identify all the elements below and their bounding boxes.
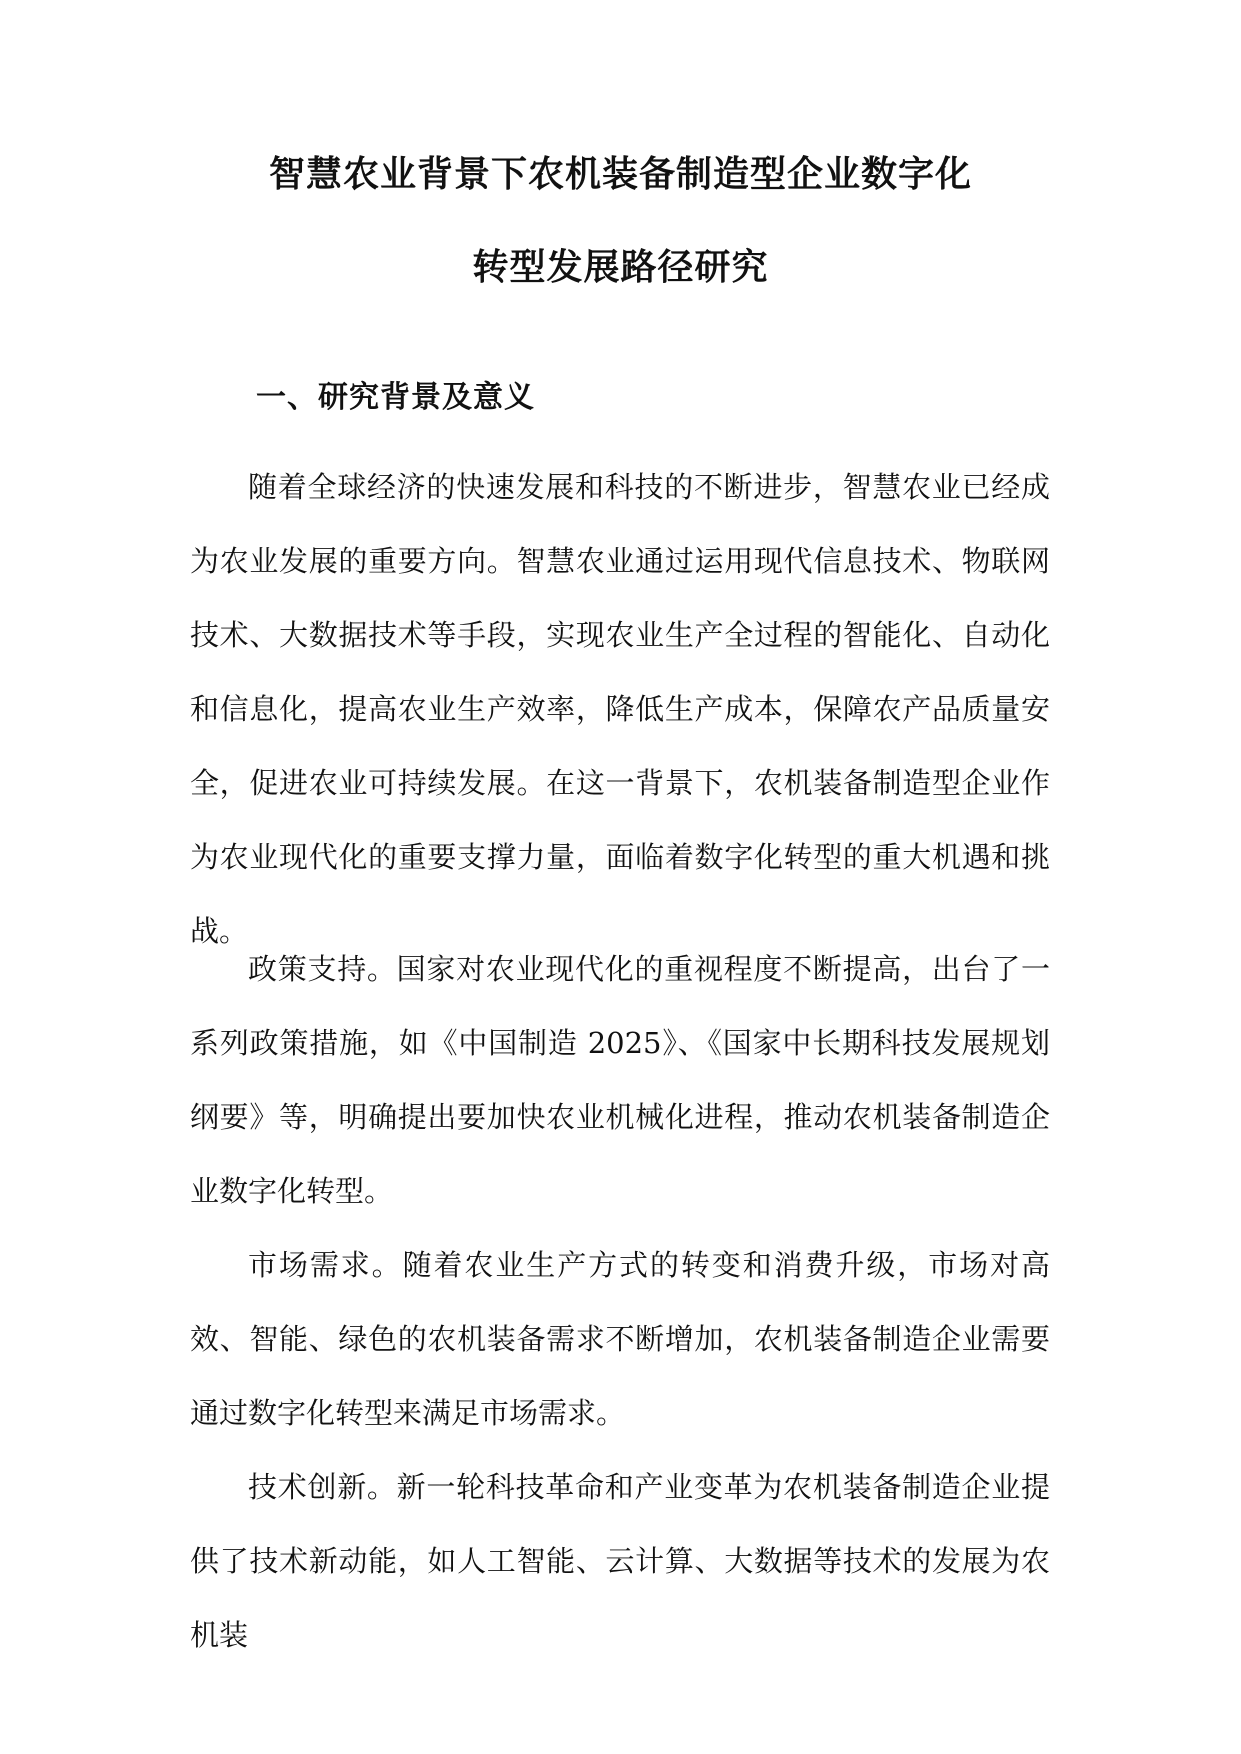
paragraph-technology-innovation: 技术创新。新一轮科技革命和产业变革为农机装备制造企业提供了技术新动能，如人工智能、云计算、大数据等技术的发展为农机装 (190, 1470, 1050, 1652)
paragraph-market-demand: 市场需求。随着农业生产方式的转变和消费升级，市场对高效、智能、绿色的农机装备需求不断增加，农机装备制造企业需要通过数字化转型来满足市场需求。 (190, 1248, 1050, 1430)
section-heading: 一、研究背景及意义 (256, 380, 535, 415)
document-title-line2: 转型发展路径研究 (472, 247, 769, 288)
paragraph-background: 随着全球经济的快速发展和科技的不断进步，智慧农业已经成为农业发展的重要方向。智慧农业通过运用现代信息技术、物联网技术、大数据技术等手段，实现农业生产全过程的智能化、自动化和信息化，提高农业生产效率，降低生产成本，保障农产品质量安全，促进农业可持续发展。在这一背景下，农机装备制造型企业作为农业现代化的重要支撑力量，面临着数字化转型的重大机遇和挑战。 (190, 470, 1050, 948)
paragraph-policy-support: 政策支持。国家对农业现代化的重视程度不断提高，出台了一系列政策措施，如《中国制造 2025》、《国家中长期科技发展规划纲要》等，明确提出要加快农业机械化进程，推动农机装备制造企业数字化转型。 (190, 952, 1050, 1208)
document-title-line1: 智慧农业背景下农机装备制造型企业数字化 (268, 154, 972, 195)
